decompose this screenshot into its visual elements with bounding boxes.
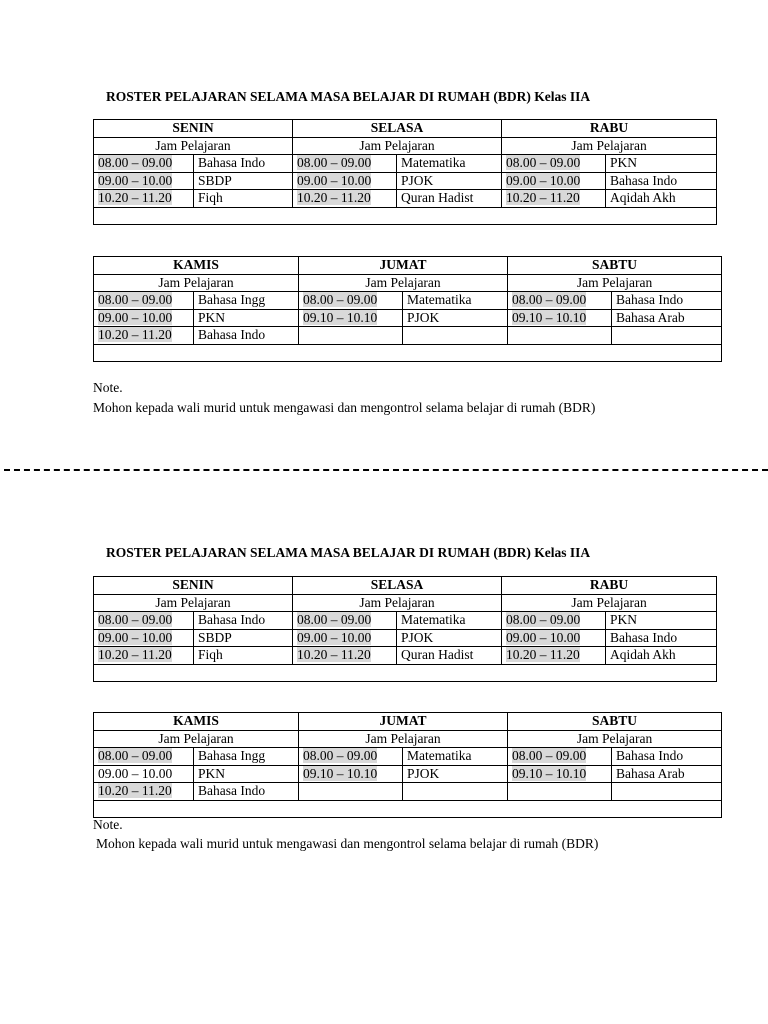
time-cell: 09.10 – 10.10	[299, 765, 403, 783]
roster-table-senin-rabu	[93, 576, 717, 682]
day-header: SELASA	[293, 120, 502, 138]
table-row	[94, 190, 717, 208]
subject-cell: Bahasa Indo	[194, 327, 299, 345]
roster-table-senin-rabu	[93, 119, 717, 225]
day-header: SENIN	[94, 577, 293, 595]
time-cell: 09.00 – 10.00	[293, 629, 397, 647]
day-header: JUMAT	[299, 713, 508, 731]
cut-line-divider	[4, 469, 768, 471]
day-header: SENIN	[94, 120, 293, 138]
jam-header-row	[94, 274, 722, 292]
roster-table-kamis-sabtu	[93, 256, 722, 362]
jam-pelajaran-label: Jam Pelajaran	[94, 274, 299, 292]
table-row	[94, 327, 722, 345]
subject-cell: Bahasa Indo	[606, 629, 717, 647]
time-cell: 10.20 – 11.20	[94, 190, 194, 208]
time-cell: 09.00 – 10.00	[502, 629, 606, 647]
subject-cell: Matematika	[397, 155, 502, 173]
subject-cell: Bahasa Indo	[194, 612, 293, 630]
subject-cell: Bahasa Arab	[612, 309, 722, 327]
blank-cell	[94, 800, 722, 817]
jam-pelajaran-label: Jam Pelajaran	[94, 137, 293, 155]
subject-cell: PJOK	[403, 309, 508, 327]
jam-pelajaran-label: Jam Pelajaran	[508, 730, 722, 748]
blank-cell	[94, 344, 722, 361]
day-header: SABTU	[508, 257, 722, 275]
jam-pelajaran-label: Jam Pelajaran	[94, 730, 299, 748]
subject-cell: Matematika	[403, 748, 508, 766]
subject-cell: PJOK	[403, 765, 508, 783]
time-cell: 10.20 – 11.20	[293, 647, 397, 665]
subject-cell: PKN	[194, 765, 299, 783]
time-cell: 08.00 – 09.00	[293, 612, 397, 630]
time-cell: 08.00 – 09.00	[508, 748, 612, 766]
jam-pelajaran-label: Jam Pelajaran	[293, 137, 502, 155]
roster-title: ROSTER PELAJARAN SELAMA MASA BELAJAR DI RUMAH (BDR) Kelas IIA	[106, 545, 591, 560]
day-header-row	[94, 713, 722, 731]
subject-cell: SBDP	[194, 172, 293, 190]
jam-pelajaran-label: Jam Pelajaran	[508, 274, 722, 292]
time-cell: 10.20 – 11.20	[94, 783, 194, 801]
jam-pelajaran-label: Jam Pelajaran	[293, 594, 502, 612]
subject-cell: PKN	[194, 309, 299, 327]
table-row	[94, 309, 722, 327]
day-header: RABU	[502, 577, 717, 595]
time-cell: 08.00 – 09.00	[94, 748, 194, 766]
jam-pelajaran-label: Jam Pelajaran	[94, 594, 293, 612]
time-cell: 09.00 – 10.00	[293, 172, 397, 190]
note-text: Mohon kepada wali murid untuk mengawasi dan mengontrol selama belajar di rumah (BDR)	[96, 836, 599, 851]
time-cell: 10.20 – 11.20	[293, 190, 397, 208]
subject-cell: Bahasa Indo	[194, 783, 299, 801]
roster-table-kamis-sabtu	[93, 712, 722, 818]
time-cell: 10.20 – 11.20	[502, 190, 606, 208]
day-header: RABU	[502, 120, 717, 138]
time-cell: 08.00 – 09.00	[508, 292, 612, 310]
subject-cell: Bahasa Indo	[612, 748, 722, 766]
jam-pelajaran-label: Jam Pelajaran	[502, 137, 717, 155]
subject-cell: Bahasa Indo	[606, 172, 717, 190]
subject-cell: SBDP	[194, 629, 293, 647]
table-row	[94, 155, 717, 173]
note-label: Note.	[93, 380, 123, 395]
time-cell: 08.00 – 09.00	[94, 292, 194, 310]
table-row	[94, 647, 717, 665]
subject-cell: PJOK	[397, 172, 502, 190]
day-header: JUMAT	[299, 257, 508, 275]
table-row	[94, 783, 722, 801]
empty-cell	[508, 327, 612, 345]
time-cell: 09.00 – 10.00	[94, 629, 194, 647]
blank-row	[94, 664, 717, 681]
empty-cell	[299, 783, 403, 801]
subject-cell: Quran Hadist	[397, 647, 502, 665]
table-row	[94, 748, 722, 766]
table-row	[94, 629, 717, 647]
subject-cell: Quran Hadist	[397, 190, 502, 208]
subject-cell: Aqidah Akh	[606, 647, 717, 665]
subject-cell: PKN	[606, 155, 717, 173]
blank-cell	[94, 664, 717, 681]
time-cell: 10.20 – 11.20	[94, 327, 194, 345]
day-header-row	[94, 257, 722, 275]
blank-row	[94, 344, 722, 361]
day-header: SABTU	[508, 713, 722, 731]
jam-header-row	[94, 594, 717, 612]
time-cell: 09.00 – 10.00	[94, 765, 194, 783]
subject-cell: Bahasa Indo	[612, 292, 722, 310]
time-cell: 10.20 – 11.20	[502, 647, 606, 665]
empty-cell	[508, 783, 612, 801]
blank-row	[94, 207, 717, 224]
subject-cell: Bahasa Indo	[194, 155, 293, 173]
table-row	[94, 612, 717, 630]
subject-cell: Matematika	[397, 612, 502, 630]
time-cell: 08.00 – 09.00	[94, 612, 194, 630]
time-cell: 08.00 – 09.00	[502, 155, 606, 173]
blank-cell	[94, 207, 717, 224]
time-cell: 09.10 – 10.10	[508, 309, 612, 327]
subject-cell: Fiqh	[194, 190, 293, 208]
subject-cell: Bahasa Ingg	[194, 748, 299, 766]
empty-cell	[612, 783, 722, 801]
day-header-row	[94, 577, 717, 595]
time-cell: 10.20 – 11.20	[94, 647, 194, 665]
time-cell: 09.00 – 10.00	[94, 172, 194, 190]
jam-pelajaran-label: Jam Pelajaran	[299, 274, 508, 292]
time-cell: 08.00 – 09.00	[502, 612, 606, 630]
table-row	[94, 172, 717, 190]
time-cell: 08.00 – 09.00	[299, 748, 403, 766]
note-text: Mohon kepada wali murid untuk mengawasi dan mengontrol selama belajar di rumah (BDR)	[93, 400, 596, 415]
table-row	[94, 765, 722, 783]
time-cell: 09.10 – 10.10	[508, 765, 612, 783]
roster-title: ROSTER PELAJARAN SELAMA MASA BELAJAR DI RUMAH (BDR) Kelas IIA	[106, 89, 591, 104]
jam-header-row	[94, 730, 722, 748]
time-cell: 08.00 – 09.00	[94, 155, 194, 173]
subject-cell: Fiqh	[194, 647, 293, 665]
time-cell: 09.00 – 10.00	[502, 172, 606, 190]
table-row	[94, 292, 722, 310]
subject-cell: Bahasa Arab	[612, 765, 722, 783]
jam-header-row	[94, 137, 717, 155]
time-cell: 08.00 – 09.00	[299, 292, 403, 310]
jam-pelajaran-label: Jam Pelajaran	[502, 594, 717, 612]
empty-cell	[612, 327, 722, 345]
time-cell: 09.00 – 10.00	[94, 309, 194, 327]
empty-cell	[403, 783, 508, 801]
day-header-row	[94, 120, 717, 138]
time-cell: 09.10 – 10.10	[299, 309, 403, 327]
jam-pelajaran-label: Jam Pelajaran	[299, 730, 508, 748]
time-cell: 08.00 – 09.00	[293, 155, 397, 173]
subject-cell: Matematika	[403, 292, 508, 310]
note-label: Note.	[93, 817, 123, 832]
subject-cell: Aqidah Akh	[606, 190, 717, 208]
blank-row	[94, 800, 722, 817]
day-header: KAMIS	[94, 713, 299, 731]
subject-cell: PJOK	[397, 629, 502, 647]
day-header: KAMIS	[94, 257, 299, 275]
empty-cell	[403, 327, 508, 345]
day-header: SELASA	[293, 577, 502, 595]
subject-cell: Bahasa Ingg	[194, 292, 299, 310]
empty-cell	[299, 327, 403, 345]
subject-cell: PKN	[606, 612, 717, 630]
